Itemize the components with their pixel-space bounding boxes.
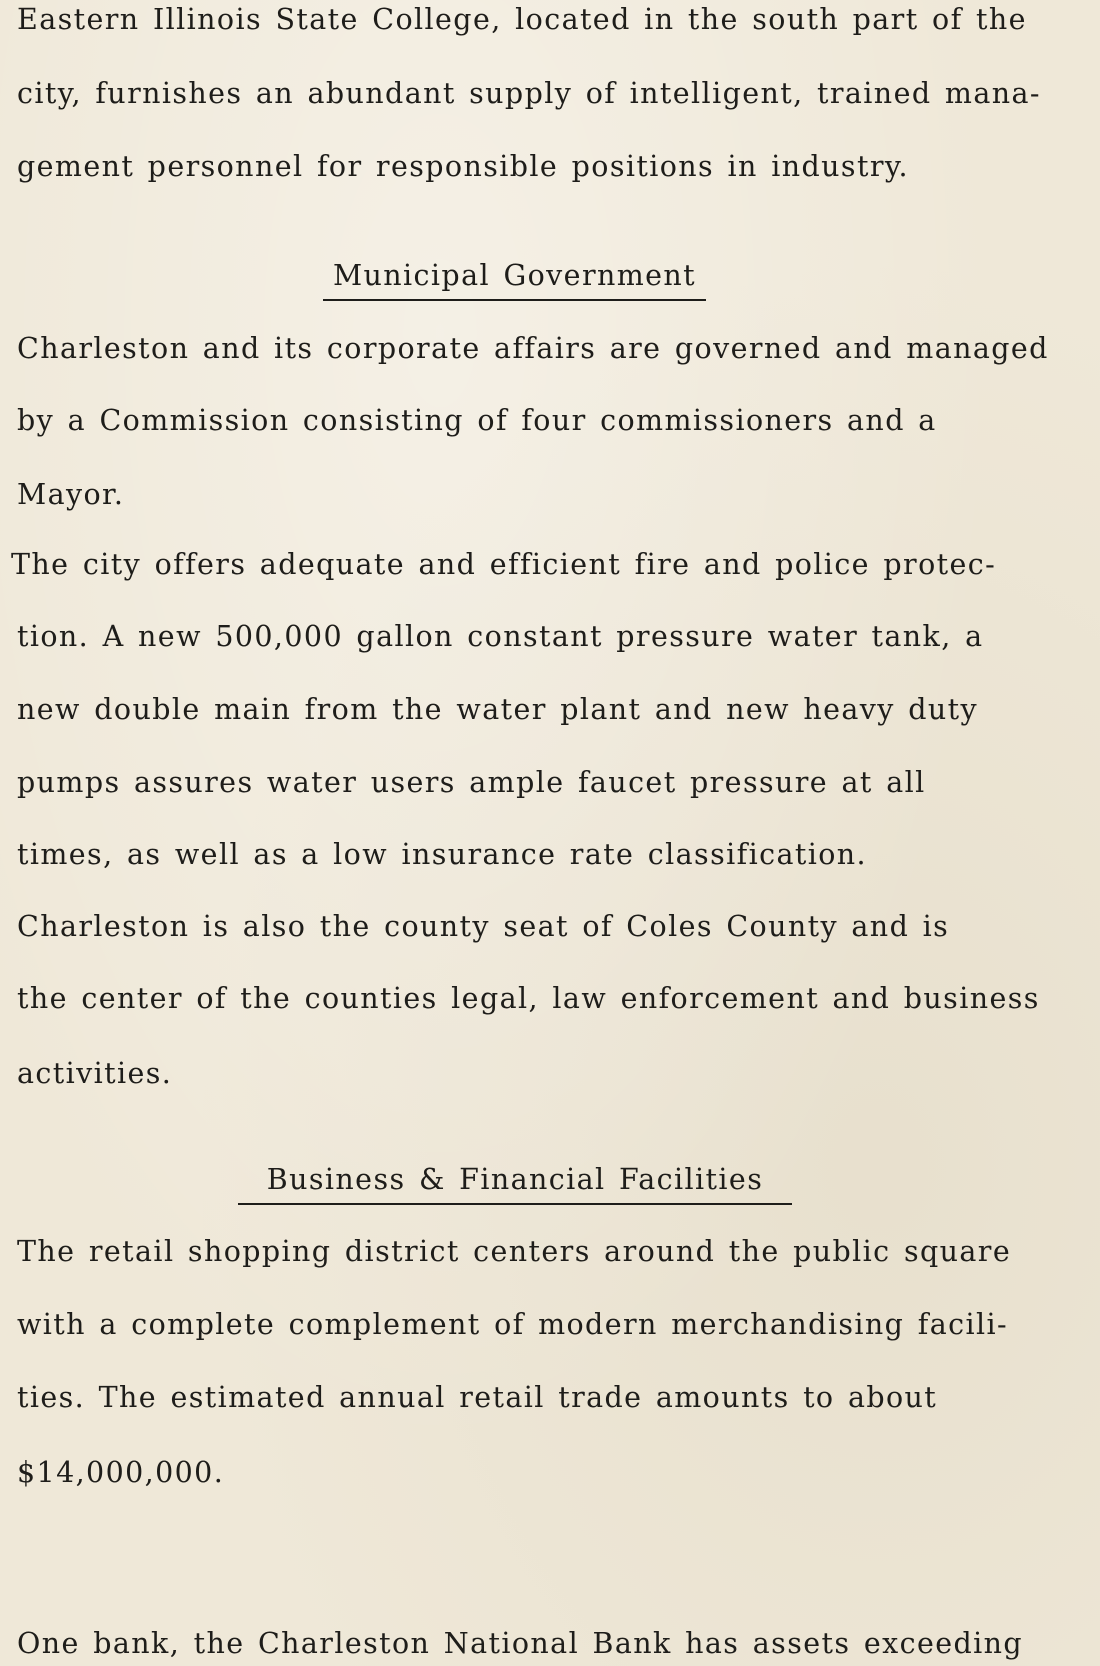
intro-line-2: city, furnishes an abundant supply of intelligent, trained mana-	[17, 77, 1041, 110]
intro-line-1: Eastern Illinois State College, located in the south part of the	[17, 3, 1027, 36]
municipal-p2-line-1: The city offers adequate and efficient fire and police protec-	[11, 548, 997, 581]
business-p1-line-2: with a complete complement of modern merchandising facili-	[17, 1308, 1009, 1341]
intro-line-3: gement personnel for responsible positions in industry.	[17, 150, 910, 183]
municipal-p2-line-3: new double main from the water plant and new heavy duty	[17, 693, 978, 726]
municipal-p1-line-2: by a Commission consisting of four commissioners and a	[17, 404, 937, 437]
business-p2-line-1: One bank, the Charleston National Bank has assets exceeding	[17, 1627, 1024, 1660]
section-heading-text: Municipal Government	[332, 259, 697, 292]
section-heading-municipal-government	[323, 259, 706, 301]
municipal-p2-line-8: activities.	[17, 1057, 173, 1090]
municipal-p1-line-1: Charleston and its corporate affairs are governed and managed	[17, 332, 1049, 365]
business-p1-line-3: ties. The estimated annual retail trade amounts to about	[17, 1381, 938, 1414]
heading-underline	[238, 1203, 792, 1205]
business-p1-line-1: The retail shopping district centers around the public square	[17, 1235, 1012, 1268]
municipal-p2-line-7: the center of the counties legal, law enforcement and business	[17, 982, 1040, 1015]
municipal-p2-line-5: times, as well as a low insurance rate classification.	[17, 838, 867, 871]
section-heading-business-financial	[238, 1163, 792, 1205]
municipal-p2-line-2: tion. A new 500,000 gallon constant pressure water tank, a	[17, 620, 984, 653]
business-p1-line-4: $14,000,000.	[17, 1456, 225, 1489]
section-heading-text: Business & Financial Facilities	[266, 1163, 764, 1196]
municipal-p2-line-4: pumps assures water users ample faucet pressure at all	[17, 766, 926, 799]
heading-underline	[323, 299, 706, 301]
municipal-p2-line-6: Charleston is also the county seat of Coles County and is	[17, 910, 950, 943]
municipal-p1-line-3: Mayor.	[17, 478, 125, 511]
